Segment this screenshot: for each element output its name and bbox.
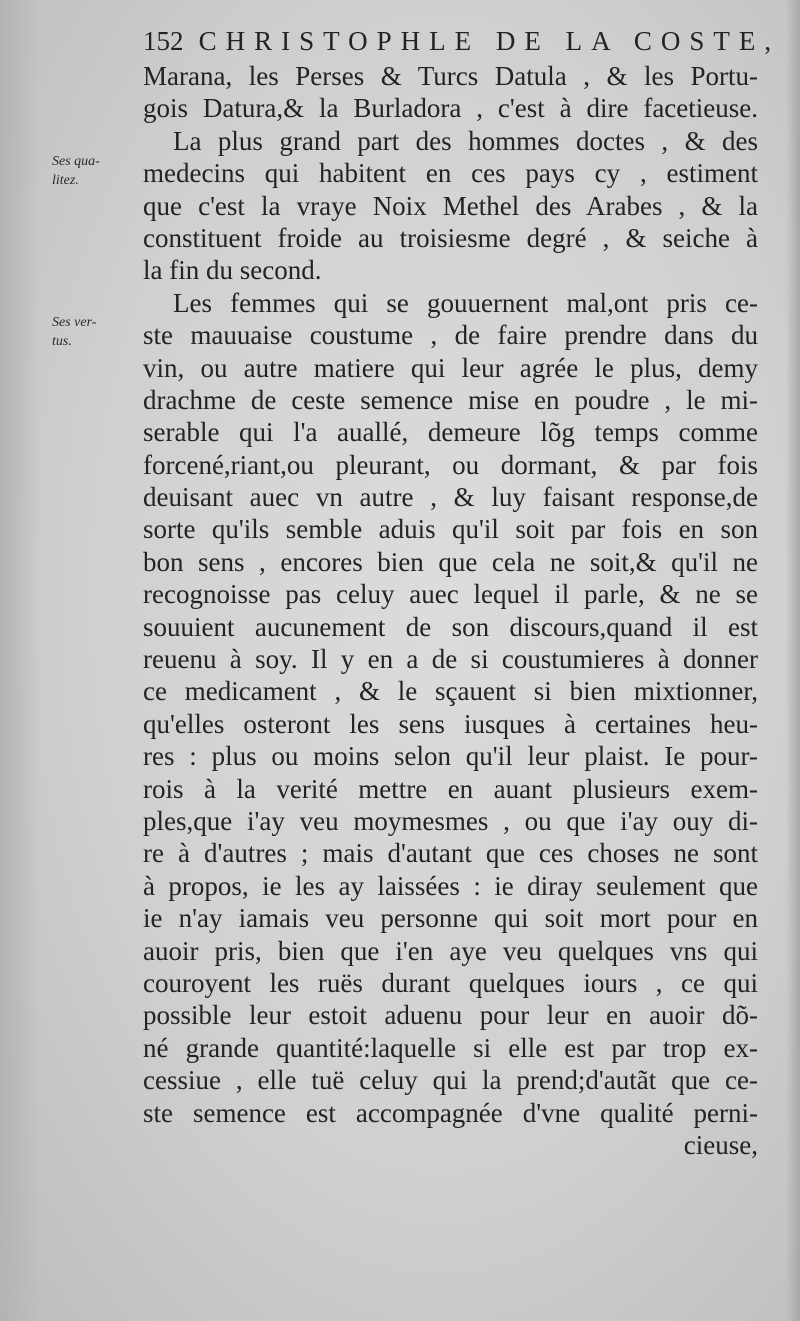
body-text xyxy=(143,60,758,1161)
text-line: vin, ou autre matiere qui leur agrée le plus, demy xyxy=(143,352,758,383)
text-line: possible leur estoit aduenu pour leur en auoir dõ- xyxy=(143,1000,758,1031)
text-line: couroyent les ruës durant quelques iours , ce qui xyxy=(143,967,758,998)
page-gutter-shadow xyxy=(0,0,40,1321)
paragraph-start-line: Les femmes qui se gouuernent mal,ont pris ce- xyxy=(173,287,758,318)
text-line: sorte qu'ils semble aduis qu'il soit par fois en son xyxy=(143,514,758,545)
text-line: qu'elles osteront les sens iusques à certaines heu- xyxy=(143,708,758,739)
paragraph-start-line: La plus grand part des hommes doctes , & des xyxy=(173,125,758,156)
text-line: gois Datura,& la Burladora , c'est à dire facetieuse. xyxy=(143,93,758,124)
text-line: drachme de ceste semence mise en poudre , le mi- xyxy=(143,384,758,415)
margin-note-line: litez. xyxy=(52,173,79,188)
page-number: 152 xyxy=(143,26,184,56)
text-line: que c'est la vraye Noix Methel des Arabes , & la xyxy=(143,190,758,221)
text-line: à propos, ie les ay laissées : ie diray seulement que xyxy=(143,870,758,901)
text-line: forcené,riant,ou pleurant, ou dormant, & par fois xyxy=(143,449,758,480)
text-line: serable qui l'a auallé, demeure lõg temps comme xyxy=(143,417,758,448)
margin-note-line: Ses qua- xyxy=(52,154,100,169)
margin-note-virtues xyxy=(52,313,132,351)
text-line: medecins qui habitent en ces pays cy , estiment xyxy=(143,158,758,189)
text-line: ce medicament , & le sçauent si bien mixtionner, xyxy=(143,676,758,707)
text-line: né grande quantité:laquelle si elle est par trop ex- xyxy=(143,1032,758,1063)
running-head: CHRISTOPHLE DE LA COSTE, xyxy=(198,26,781,56)
text-line: Marana, les Perses & Turcs Datula , & les Portu- xyxy=(143,61,758,91)
page-edge-shadow xyxy=(786,0,800,1321)
margin-note-line: Ses ver- xyxy=(52,315,97,330)
text-line: cessiue , elle tuë celuy qui la prend;d'autãt que ce- xyxy=(143,1065,758,1096)
text-line: deuisant auec vn autre , & luy faisant response,de xyxy=(143,482,758,513)
text-line: ples,que i'ay veu moymesmes , ou que i'ay ouy di- xyxy=(143,805,758,836)
text-line: ste mauuaise coustume , de faire prendre dans du xyxy=(143,320,758,351)
text-line: bon sens , encores bien que cela ne soit,& qu'il ne xyxy=(143,546,758,577)
text-line: ste semence est accompagnée d'vne qualité perni- xyxy=(143,1097,758,1128)
text-line: re à d'autres ; mais d'autant que ces choses ne sont xyxy=(143,838,758,869)
text-line: auoir pris, bien que i'en aye veu quelques vns qui xyxy=(143,935,758,966)
text-line: souuient aucunement de son discours,quand il est xyxy=(143,611,758,642)
text-line: rois à la verité mettre en auant plusieurs exem- xyxy=(143,773,758,804)
text-line: reuenu à soy. Il y en a de si coustumieres à donner xyxy=(143,644,758,675)
catchword-line: cieuse, xyxy=(683,1129,758,1160)
margin-note-qualities xyxy=(52,152,132,190)
margin-note-line: tus. xyxy=(52,334,72,349)
text-line: res : plus ou moins selon qu'il leur plaist. Ie pour- xyxy=(143,741,758,772)
text-line: ie n'ay iamais veu personne qui soit mort pour en xyxy=(143,903,758,934)
text-line: recognoisse pas celuy auec lequel il parle, & ne se xyxy=(143,579,758,610)
text-line: constituent froide au troisiesme degré , & seiche à xyxy=(143,222,758,253)
paragraph-end-line: la fin du second. xyxy=(143,255,322,286)
